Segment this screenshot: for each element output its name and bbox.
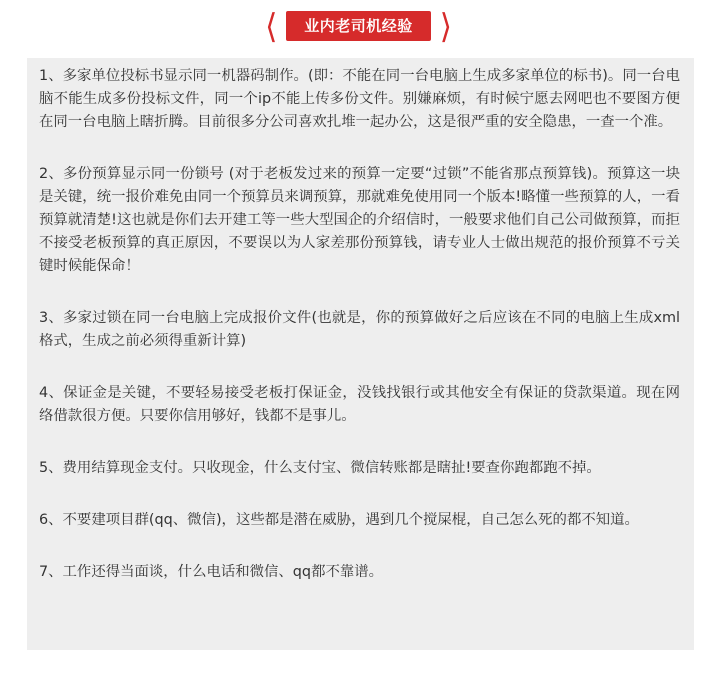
paragraph-6: 6、不要建项目群(qq、微信)，这些都是潜在威胁，遇到几个搅屎棍，自己怎么死的都不知道。 <box>39 512 639 528</box>
paragraph-2: 2、多份预算显示同一份锁号 (对于老板发过来的预算一定要“过锁”不能省那点预算钱)。预算这一块是关键，统一报价难免由同一个预算员来调预算，那就难免使用同一个版本!略懂一些预算的人，一看预算就清楚!这也就是你们去开建工等一些大型国企的介绍信时，一般要求他们自己公司做预算，而拒不接受老板预算的真正原因，不要误以为人家差那份预算钱，请专业人士做出规范的报价预算不亏关键时候能保命！ <box>39 166 680 274</box>
paragraph-4: 4、保证金是关键，不要轻易接受老板打保证金，没钱找银行或其他安全有保证的贷款渠道。现在网络借款很方便。只要你信用够好，钱都不是事儿。 <box>39 385 680 424</box>
paragraph-1: 1、多家单位投标书显示同一机器码制作。(即：不能在同一台电脑上生成多家单位的标书)。同一台电脑不能生成多份投标文件，同一个ip不能上传多份文件。别嫌麻烦，有时候宁愿去网吧也不要图方便在同一台电脑上瞎折腾。目前很多分公司喜欢扎堆一起办公，这是很严重的安全隐患，一查一个准。 <box>39 68 680 130</box>
chevron-left-icon: ❬ <box>264 8 280 43</box>
chevron-right-icon: ❭ <box>437 8 453 43</box>
section-title-badge: 业内老司机经验 <box>286 11 431 41</box>
paragraph-5: 5、费用结算现金支付。只收现金，什么支付宝、微信转账都是瞎扯!要查你跑都跑不掉。 <box>39 460 601 476</box>
paragraph-7: 7、工作还得当面谈，什么电话和微信、qq都不靠谱。 <box>39 564 384 580</box>
section-header <box>0 8 717 44</box>
paragraph-3: 3、多家过锁在同一台电脑上完成报价文件(也就是，你的预算做好之后应该在不同的电脑上生成xml格式，生成之前必须得重新计算) <box>39 310 680 349</box>
content-panel <box>27 58 694 650</box>
